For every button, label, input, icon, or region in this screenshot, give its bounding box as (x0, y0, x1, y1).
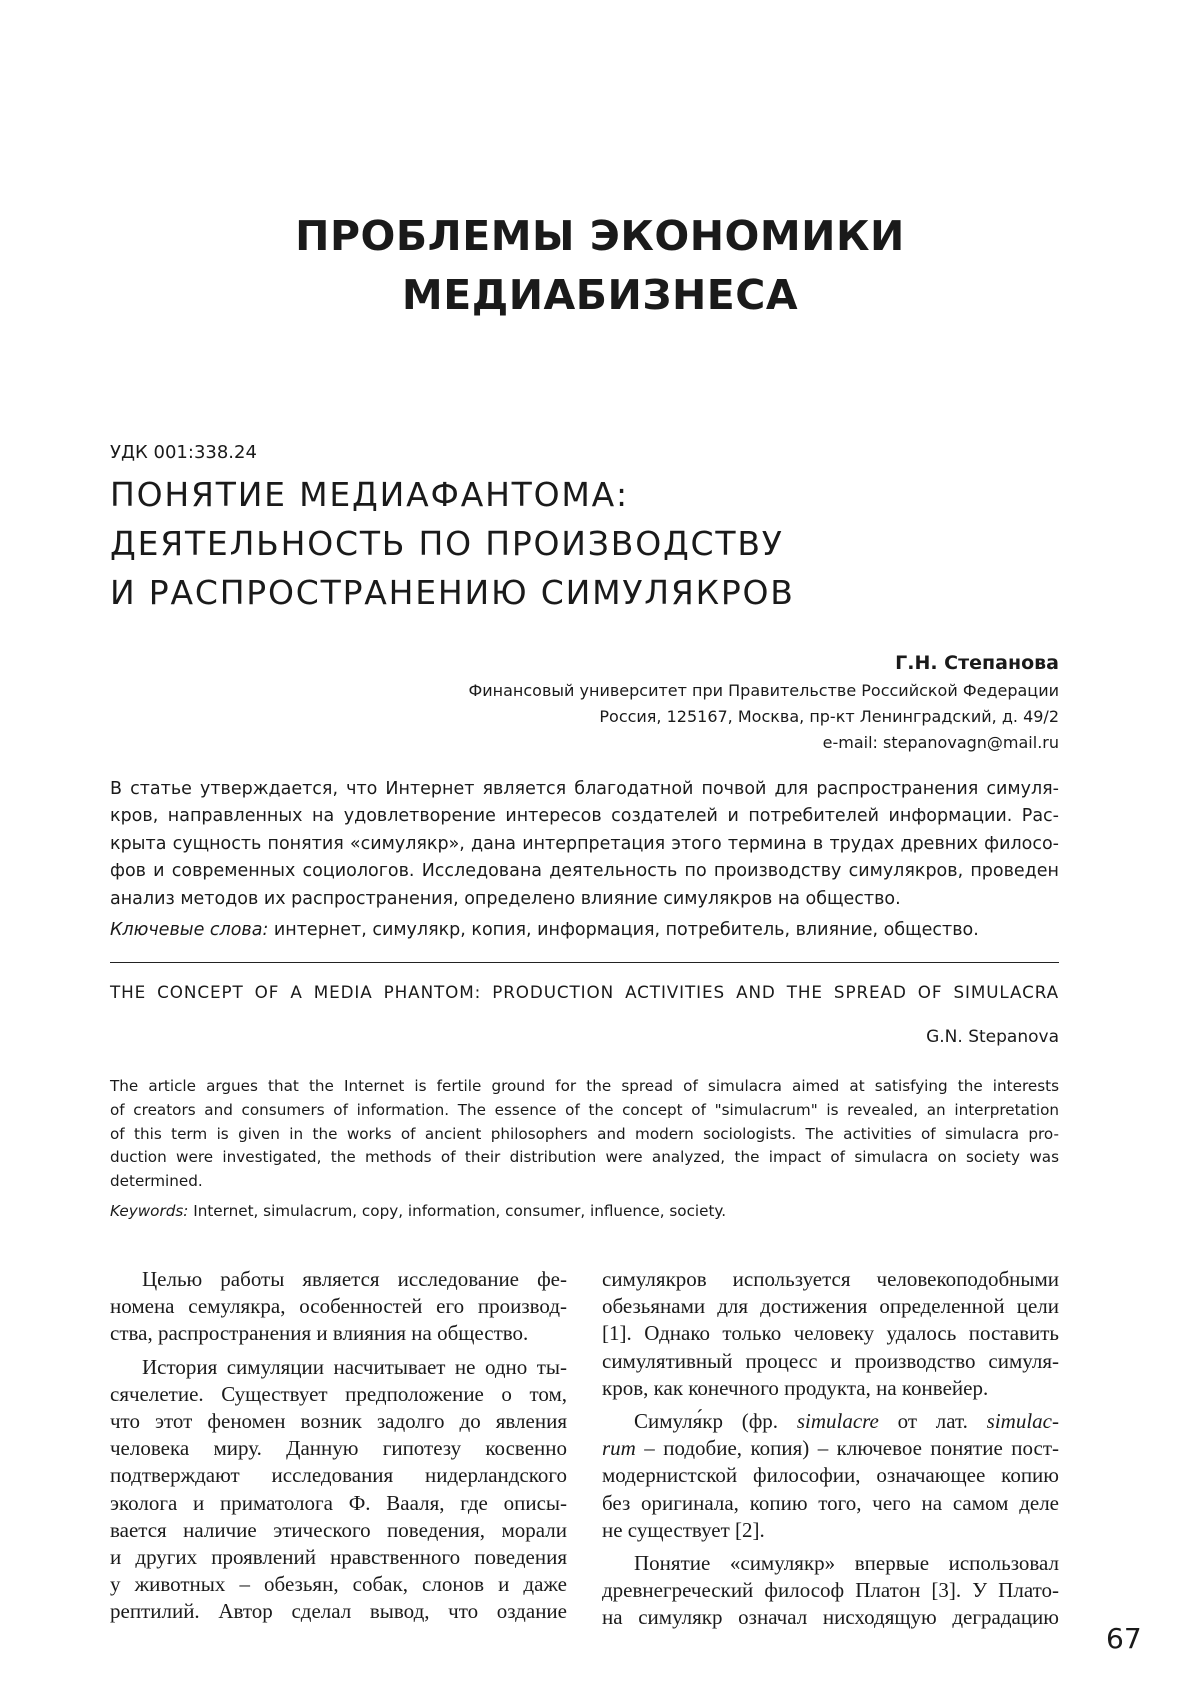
body-line: История симуляции насчитывает не одно ты- (142, 1354, 567, 1379)
section-title (0, 207, 1200, 325)
keywords-text: интернет, симулякр, копия, информация, потребитель, влияние, общество. (268, 919, 979, 940)
text-run: от лат. (878, 1408, 987, 1433)
text-run: – подобие, копия) – ключевое понятие пост- (635, 1436, 1059, 1461)
abstract-line: кров, направленных на удовлетворение интересов создателей и потребителей информации. Рас- (110, 806, 1059, 827)
body-line: Понятие «симулякр» впервые использовал (634, 1550, 1059, 1575)
abstract-line: В статье утверждается, что Интернет является благодатной почвой для распространения симуля- (110, 779, 1059, 799)
keywords-label: Ключевые слова: (110, 919, 269, 940)
udk-code: УДК 001:338.24 (110, 442, 257, 463)
author-affiliation: Финансовый университет при Правительстве Российской Федерации (468, 681, 1059, 700)
text-run: Симуля́кр (фр. (634, 1408, 797, 1433)
english-author: G.N. Stepanova (926, 1027, 1059, 1047)
abstract-line: The article argues that the Internet is fertile ground for the spread of simulacra aimed at satisfying the interests (110, 1077, 1059, 1095)
body-line: рептилий. Автор сделал вывод, что оздание (110, 1599, 567, 1624)
body-line: обезьянами для достижения определенной цели (602, 1294, 1059, 1319)
body-line: ства, распространения и влияния на общество. (110, 1321, 529, 1346)
body-line: симулякров используется человекоподобными (602, 1267, 1059, 1291)
section-title-line: МЕДИАБИЗНЕСА (401, 271, 799, 319)
body-line: сячелетие. Существует предположение о том, (110, 1381, 567, 1406)
body-line: и других проявлений нравственного поведения (110, 1544, 567, 1569)
abstract-en (110, 1075, 1059, 1224)
abstract-ru (110, 776, 1059, 944)
body-line (602, 1435, 1059, 1462)
abstract-line: of this term is given in the works of ancient philosophers and modern sociologists. The activities of simulacra pro- (110, 1124, 1059, 1143)
english-title: THE CONCEPT OF A MEDIA PHANTOM: PRODUCTION ACTIVITIES AND THE SPREAD OF SIMULACRA (110, 982, 1059, 1002)
author-address: Россия, 125167, Москва, пр-кт Ленинградский, д. 49/2 (599, 707, 1059, 726)
article-title-line: И РАСПРОСТРАНЕНИЮ СИМУЛЯКРОВ (110, 573, 795, 612)
author-name: Г.Н. Степанова (895, 652, 1059, 674)
body-line: подтверждают исследования нидерландского (110, 1463, 567, 1488)
body-line: эколога и приматолога Ф. Вааля, где описы- (110, 1490, 567, 1515)
body-line: не существует [2]. (602, 1517, 765, 1542)
section-divider (110, 962, 1059, 963)
keywords-ru (110, 917, 1059, 944)
article-title-line: ДЕЯТЕЛЬНОСТЬ ПО ПРОИЗВОДСТВУ (110, 524, 784, 563)
body-line: симулятивный процесс и производство симуля- (602, 1348, 1059, 1373)
text-run-italic: simulacre (796, 1408, 879, 1433)
body-line (602, 1408, 1059, 1435)
keywords-text: Internet, simulacrum, copy, information, consumer, influence, society. (188, 1201, 727, 1220)
article-title-line: ПОНЯТИЕ МЕДИАФАНТОМА: (110, 475, 629, 514)
body-line: что этот феномен возник задолго до явления (110, 1408, 567, 1433)
body-line: Целью работы является исследование фе- (142, 1267, 567, 1291)
abstract-line: фов и современных социологов. Исследована деятельность по производству симулякров, проведен (110, 861, 1059, 882)
author-email[interactable]: e-mail: stepanovagn@mail.ru (822, 733, 1059, 752)
section-title-line: ПРОБЛЕМЫ ЭКОНОМИКИ (295, 212, 905, 260)
text-run-italic: rum (602, 1436, 636, 1461)
body-line: номена семулякра, особенностей его производ- (110, 1294, 567, 1319)
body-line: древнегреческий философ Платон [3]. У Плато- (602, 1578, 1059, 1603)
body-column-right (602, 1266, 1059, 1631)
text-run-italic: simulac- (986, 1408, 1059, 1433)
body-line: у животных – обезьян, собак, слонов и даже (110, 1572, 567, 1597)
body-line: без оригинала, копию того, чего на самом деле (602, 1490, 1059, 1515)
article-title (110, 470, 795, 617)
body-line: человека миру. Данную гипотезу косвенно (110, 1436, 567, 1461)
body-line: модернистской философии, означающее копию (602, 1463, 1059, 1488)
abstract-line: duction were investigated, the methods of their distribution were analyzed, the impact of simulacra on society was (110, 1148, 1059, 1167)
abstract-line: determined. (110, 1172, 203, 1191)
body-line: [1]. Однако только человеку удалось поставить (602, 1321, 1059, 1346)
body-line: кров, как конечного продукта, на конвейер. (602, 1375, 989, 1400)
abstract-line: анализ методов их распространения, определено влияние симулякров на общество. (110, 888, 901, 909)
keywords-en (110, 1200, 1059, 1224)
body-column-left (110, 1266, 567, 1625)
keywords-label: Keywords: (110, 1201, 189, 1220)
body-line: вается наличие этического поведения, морали (110, 1517, 567, 1542)
author-block (468, 648, 1059, 756)
body-line: на симулякр означал нисходящую деградацию (602, 1605, 1059, 1630)
abstract-line: крыта сущность понятия «симулякр», дана интерпретация этого термина в трудах древних филосо- (110, 833, 1059, 854)
page-number: 67 (1106, 1622, 1142, 1655)
abstract-line: of creators and consumers of information. The essence of the concept of "simulacrum" is revealed, an interpretation (110, 1100, 1059, 1119)
